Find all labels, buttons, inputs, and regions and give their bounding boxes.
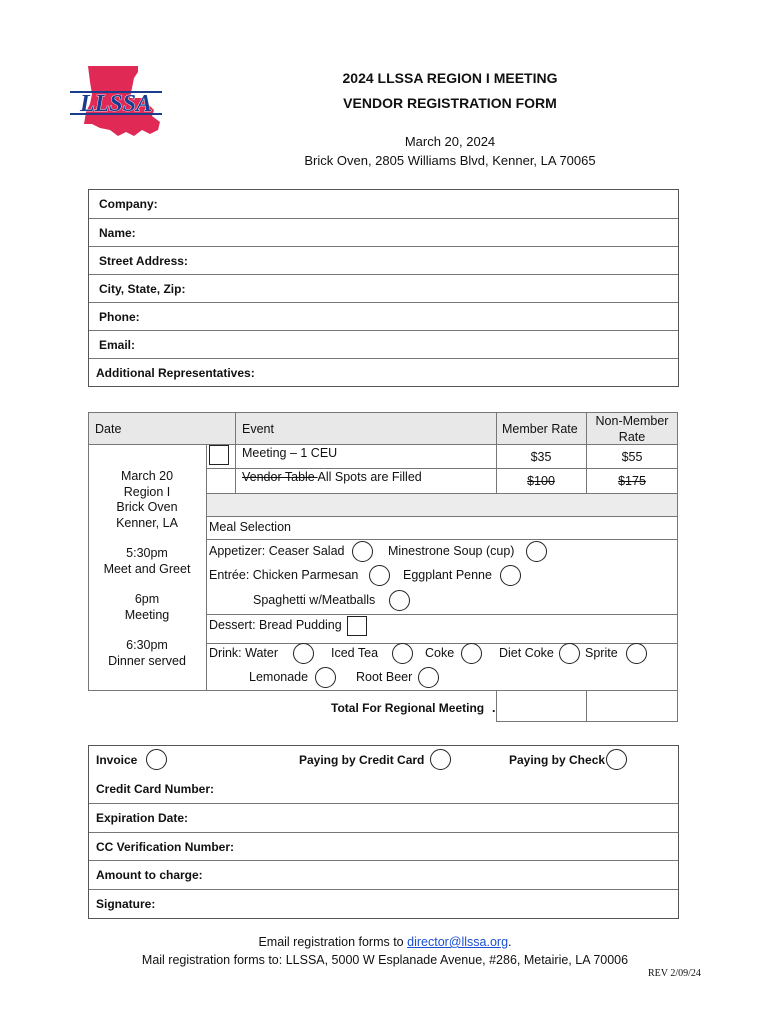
appetizer-label: Appetizer: Ceaser Salad bbox=[209, 544, 345, 558]
entree-spaghetti-radio[interactable] bbox=[389, 590, 410, 611]
event-date: March 20, 2024 bbox=[404, 134, 496, 149]
appetizer-caesar-radio[interactable] bbox=[352, 541, 373, 562]
invoice-radio[interactable] bbox=[146, 749, 167, 770]
drink-iced-tea-label: Iced Tea bbox=[331, 646, 379, 660]
drink-water-radio[interactable] bbox=[293, 643, 314, 664]
col-header-event: Event bbox=[242, 422, 274, 436]
meeting-checkbox[interactable] bbox=[209, 445, 229, 465]
phone-field[interactable]: Phone: bbox=[89, 302, 678, 330]
email-link[interactable]: director@llssa.org bbox=[407, 935, 509, 949]
drink-sprite-radio[interactable] bbox=[626, 643, 647, 664]
check-radio[interactable] bbox=[606, 749, 627, 770]
row-vendor-table-event: Vendor Table All Spots are Filled bbox=[242, 470, 422, 484]
col-header-date: Date bbox=[95, 422, 122, 436]
total-dot: . bbox=[492, 701, 496, 715]
meal-selection-label: Meal Selection bbox=[209, 520, 291, 534]
col-header-nonmember-line2: Rate bbox=[618, 430, 646, 444]
llssa-logo bbox=[70, 64, 166, 142]
entree-alt2-label: Spaghetti w/Meatballs bbox=[253, 593, 376, 607]
appetizer-alt-label: Minestrone Soup (cup) bbox=[388, 544, 515, 558]
drink-label: Drink: Water bbox=[209, 646, 278, 660]
drink-sprite-label: Sprite bbox=[585, 646, 618, 660]
drink-coke-label: Coke bbox=[425, 646, 455, 660]
row-meeting-member-rate: $35 bbox=[530, 450, 552, 464]
dessert-checkbox[interactable] bbox=[347, 616, 367, 636]
row-vendor-member-rate: $100 bbox=[527, 474, 555, 488]
email-instructions: Email registration forms to director@llssa.org. bbox=[258, 935, 512, 949]
form-title-line2: VENDOR REGISTRATION FORM bbox=[343, 95, 557, 111]
row-meeting-nonmember-rate: $55 bbox=[621, 450, 643, 464]
drink-root-beer-radio[interactable] bbox=[418, 667, 439, 688]
drink-diet-coke-label: Diet Coke bbox=[499, 646, 554, 660]
signature-field[interactable]: Signature: bbox=[89, 889, 678, 918]
entree-label: Entrée: Chicken Parmesan bbox=[209, 568, 359, 582]
form-title-line1: 2024 LLSSA REGION I MEETING bbox=[342, 70, 558, 86]
amount-to-charge-field[interactable]: Amount to charge: bbox=[89, 860, 678, 889]
revision-date: REV 2/09/24 bbox=[648, 968, 701, 979]
entree-alt-label: Eggplant Penne bbox=[403, 568, 492, 582]
expiration-date-field[interactable]: Expiration Date: bbox=[89, 803, 678, 832]
total-label: Total For Regional Meeting bbox=[331, 701, 485, 715]
cc-verification-field[interactable]: CC Verification Number: bbox=[89, 832, 678, 861]
street-address-field[interactable]: Street Address: bbox=[89, 246, 678, 274]
drink-root-beer-label: Root Beer bbox=[356, 670, 413, 684]
credit-card-number-field[interactable]: Credit Card Number: bbox=[96, 781, 215, 796]
email-field[interactable]: Email: bbox=[89, 330, 678, 358]
event-venue: Brick Oven, 2805 Williams Blvd, Kenner, LA 70065 bbox=[304, 153, 596, 168]
credit-card-radio[interactable] bbox=[430, 749, 451, 770]
dessert-label: Dessert: Bread Pudding bbox=[209, 618, 342, 632]
company-field[interactable]: Company: bbox=[99, 197, 158, 211]
appetizer-minestrone-radio[interactable] bbox=[526, 541, 547, 562]
col-header-nonmember-line1: Non-Member bbox=[595, 414, 669, 428]
additional-representatives-field[interactable]: Additional Representatives: bbox=[89, 358, 678, 386]
drink-coke-radio[interactable] bbox=[461, 643, 482, 664]
total-nonmember-cell[interactable] bbox=[587, 691, 677, 721]
entree-eggplant-radio[interactable] bbox=[500, 565, 521, 586]
drink-iced-tea-radio[interactable] bbox=[392, 643, 413, 664]
row-meeting-event: Meeting – 1 CEU bbox=[242, 446, 338, 460]
logo-text: LLSSA bbox=[79, 91, 153, 117]
payment-method-row bbox=[89, 746, 678, 775]
drink-diet-coke-radio[interactable] bbox=[559, 643, 580, 664]
drink-lemonade-label: Lemonade bbox=[249, 670, 309, 684]
date-details: March 20 Region I Brick Oven Kenner, LA 5:30pm Meet and Greet 6pm Meeting 6:30pm Dinner served bbox=[103, 469, 191, 668]
mail-instructions: Mail registration forms to: LLSSA, 5000 W Esplanade Avenue, #286, Metairie, LA 70006 bbox=[141, 953, 629, 967]
louisiana-state-shape bbox=[70, 64, 166, 142]
check-label: Paying by Check bbox=[509, 753, 606, 767]
row-vendor-nonmember-rate: $175 bbox=[618, 474, 646, 488]
entree-chicken-radio[interactable] bbox=[369, 565, 390, 586]
vendor-info-box bbox=[88, 189, 679, 387]
name-field[interactable]: Name: bbox=[89, 218, 678, 246]
credit-card-label: Paying by Credit Card bbox=[299, 753, 425, 767]
invoice-label: Invoice bbox=[96, 753, 138, 767]
drink-lemonade-radio[interactable] bbox=[315, 667, 336, 688]
payment-box bbox=[88, 745, 679, 919]
col-header-member-rate: Member Rate bbox=[502, 422, 578, 436]
total-member-cell[interactable] bbox=[497, 691, 586, 721]
city-state-zip-field[interactable]: City, State, Zip: bbox=[89, 274, 678, 302]
